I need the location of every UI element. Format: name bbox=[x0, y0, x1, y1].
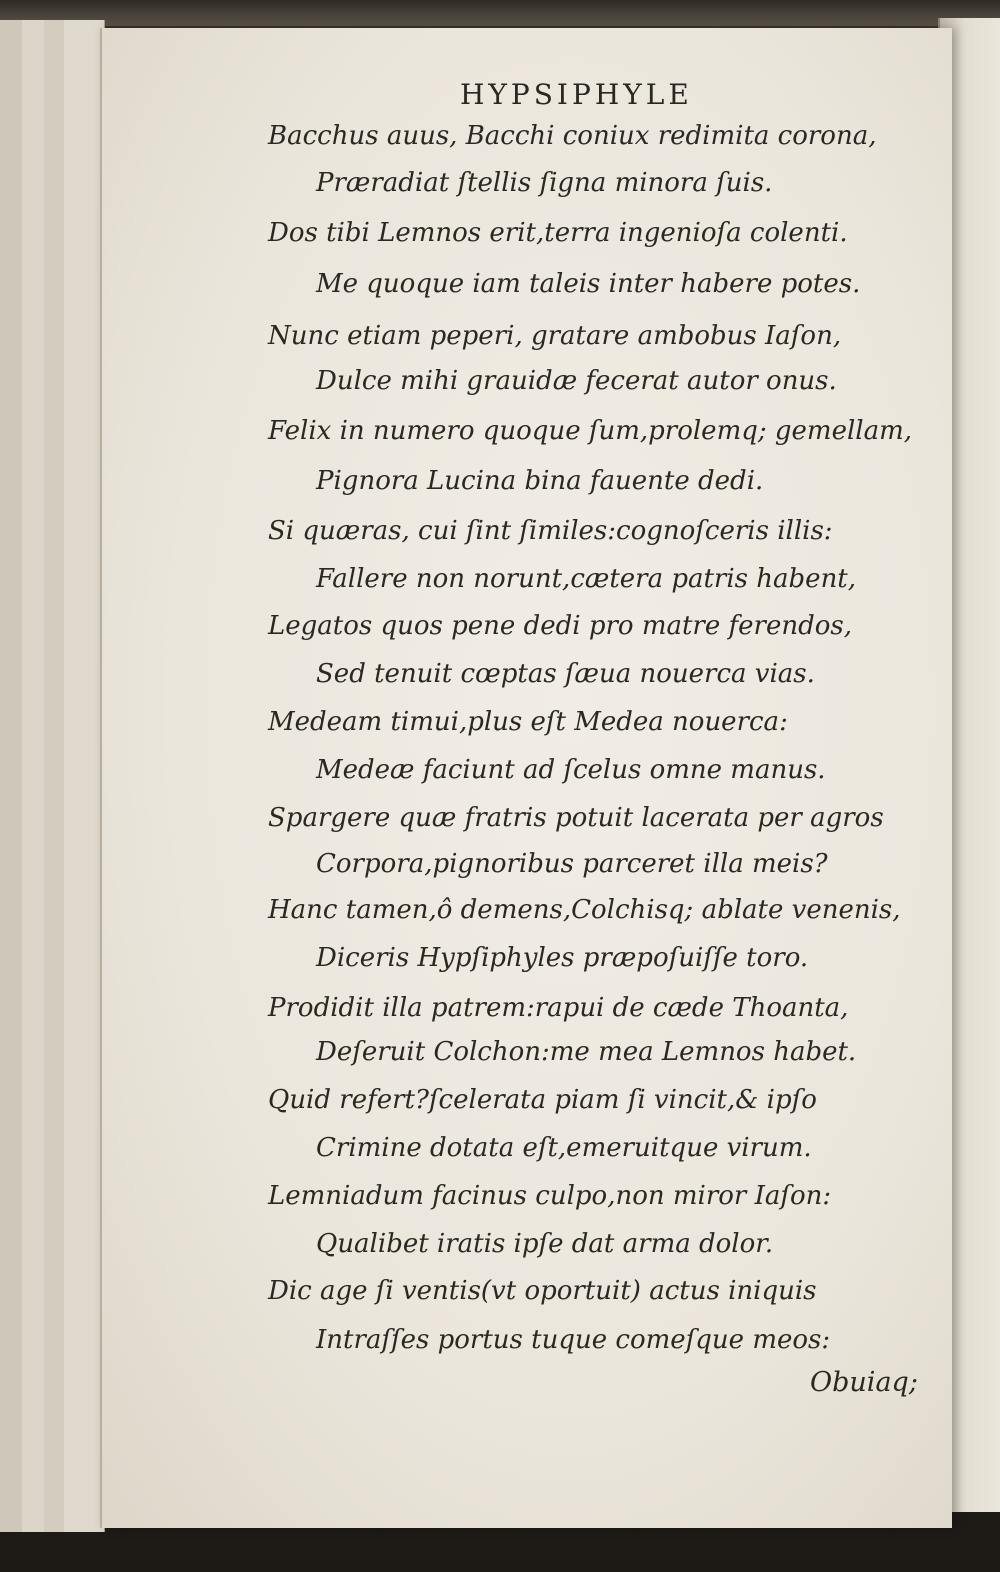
verse-line: Intraſſes portus tuque comeſque meos: bbox=[316, 1325, 831, 1355]
verse-line: Pignora Lucina bina fauente dedi. bbox=[316, 466, 764, 496]
verse-line: Me quoque iam taleis inter habere potes. bbox=[316, 269, 861, 299]
verse-line: Præradiat ſtellis ſigna minora ſuis. bbox=[316, 168, 773, 198]
verse-line: Felix in numero quoque ſum,prolemq; gemellam, bbox=[268, 416, 913, 446]
verse-line: Medeam timui,plus eſt Medea nouerca: bbox=[268, 707, 788, 737]
verse-line: Deſeruit Colchon:me mea Lemnos habet. bbox=[316, 1037, 857, 1067]
verse-line: Qualibet iratis ipſe dat arma dolor. bbox=[316, 1229, 774, 1259]
catchword: Obuiaq; bbox=[810, 1367, 918, 1398]
verse-line: Lemniadum facinus culpo,non miror Iaſon: bbox=[268, 1181, 832, 1211]
verse-line: Legatos quos pene dedi pro matre ferendos, bbox=[268, 611, 852, 641]
verse-line: Crimine dotata eſt,emeruitque virum. bbox=[316, 1133, 812, 1163]
verse-line: Si quæras, cui ſint ſimiles:cognoſceris illis: bbox=[268, 516, 833, 546]
running-head: HYPSIPHYLE bbox=[460, 78, 693, 111]
verse-line: Dic age ſi ventis(vt oportuit) actus iniquis bbox=[268, 1276, 817, 1306]
verse-line: Nunc etiam peperi, gratare ambobus Iaſon, bbox=[268, 321, 842, 351]
verse-line: Medeæ faciunt ad ſcelus omne manus. bbox=[316, 755, 826, 785]
verse-line: Bacchus auus, Bacchi coniux redimita corona, bbox=[268, 121, 877, 151]
verse-line: Fallere non norunt,cætera patris habent, bbox=[316, 564, 857, 594]
verse-line: Quid refert?ſcelerata piam ſi vincit,& ipſo bbox=[268, 1085, 817, 1115]
verse-line: Spargere quæ fratris potuit lacerata per agros bbox=[268, 803, 884, 833]
verse-line: Corpora,pignoribus parceret illa meis? bbox=[316, 849, 828, 879]
verse-line: Diceris Hypſiphyles præpoſuiſſe toro. bbox=[316, 943, 809, 973]
verse-line: Sed tenuit cœptas ſæua nouerca vias. bbox=[316, 659, 815, 689]
verse-line: Dos tibi Lemnos erit,terra ingenioſa colenti. bbox=[268, 218, 848, 248]
verse-line: Dulce mihi grauidæ fecerat autor onus. bbox=[316, 366, 837, 396]
verse-line: Hanc tamen,ô demens,Colchisq; ablate venenis, bbox=[268, 895, 901, 925]
verse-line: Prodidit illa patrem:rapui de cæde Thoanta, bbox=[268, 993, 849, 1023]
